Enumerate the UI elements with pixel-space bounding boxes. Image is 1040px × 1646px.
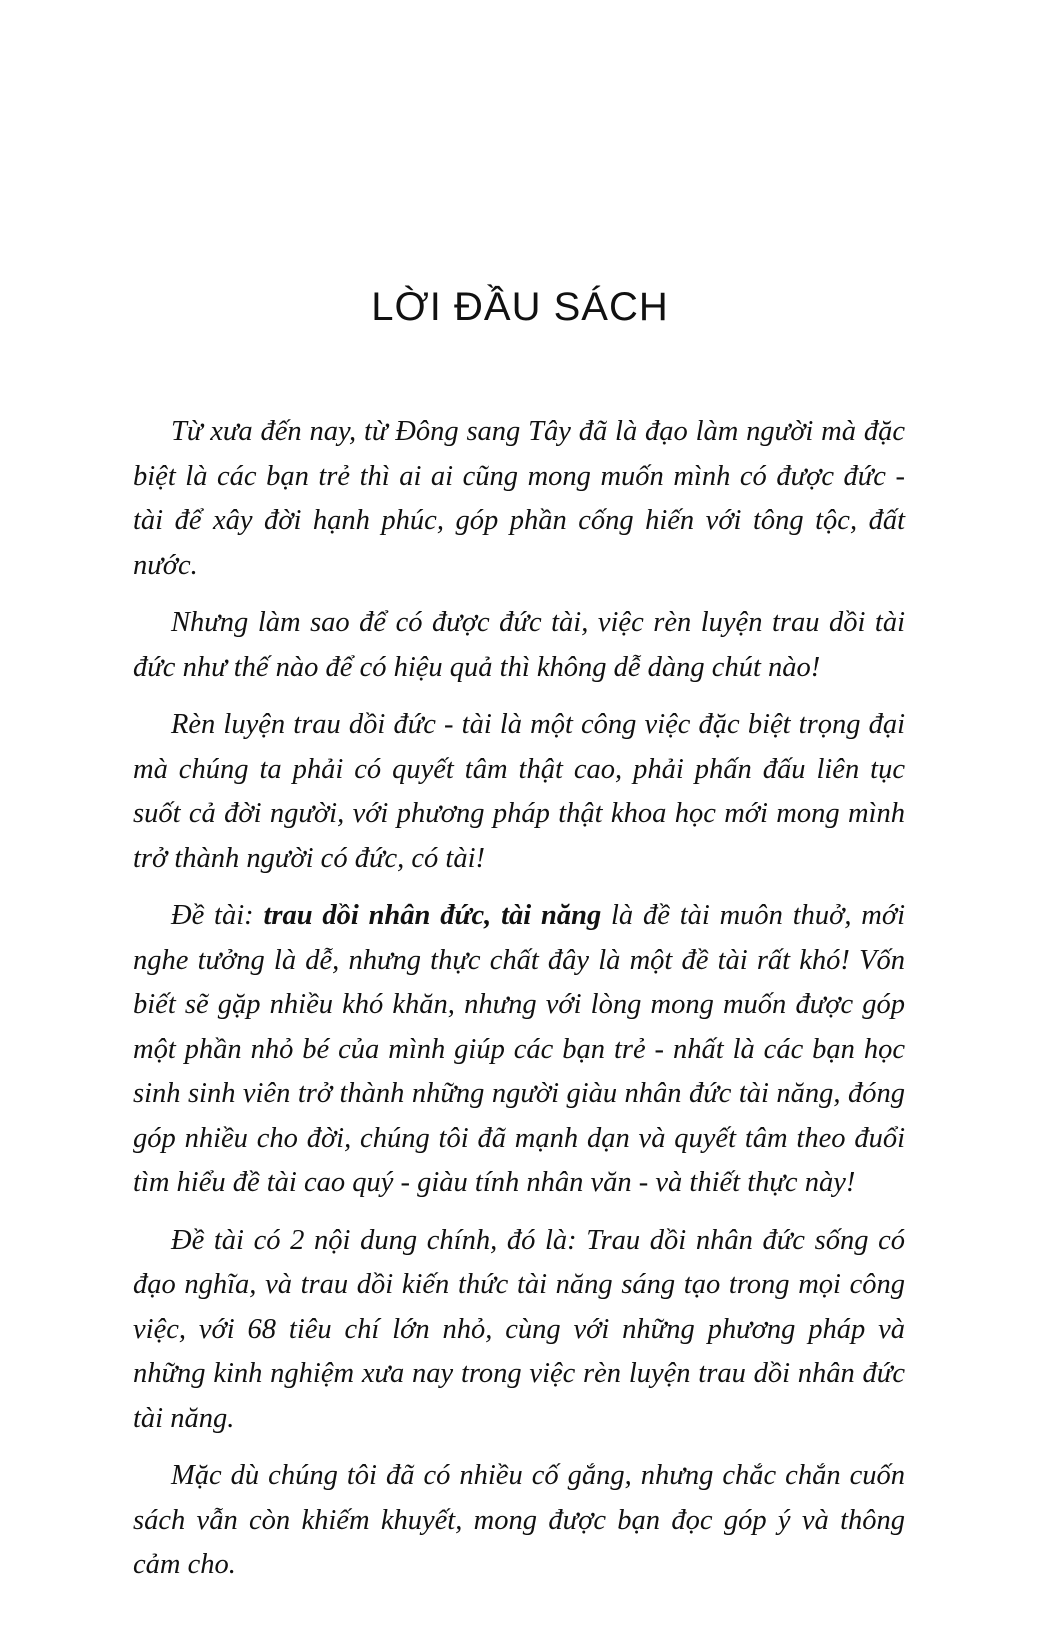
paragraph-4-bold-topic: trau dồi nhân đức, tài năng	[263, 900, 602, 931]
paragraph-4-suffix: là đề tài muôn thuở, mới nghe tưởng là dễ, nhưng thực chất đây là một đề tài rất khó! Vốn biết sẽ gặp nhiều khó khăn, nhưng với lòng mong muốn được góp một phần nhỏ bé của mình giúp các bạn trẻ - nhất là các bạn học sinh sinh viên trở thành những người giàu nhân đức tài năng, đóng góp nhiều cho đời, chúng tôi đã mạnh dạn và quyết tâm theo đuổi tìm hiểu đề tài cao quý - giàu tính nhân văn - và thiết thực này!	[133, 900, 906, 1198]
preface-body	[133, 410, 905, 1588]
paragraph-3: Rèn luyện trau dồi đức - tài là một công việc đặc biệt trọng đại mà chúng ta phải có quyết tâm thật cao, phải phấn đấu liên tục suốt cả đời người, với phương pháp thật khoa học mới mong mình trở thành người có đức, có tài!	[133, 709, 905, 874]
page-title: LỜI ĐẦU SÁCH	[371, 285, 669, 329]
paragraph-1: Từ xưa đến nay, từ Đông sang Tây đã là đạo làm người mà đặc biệt là các bạn trẻ thì ai ai cũng mong muốn mình có được đức - tài để xây đời hạnh phúc, góp phần cống hiến với tông tộc, đất nước.	[133, 416, 905, 581]
paragraph-2: Nhưng làm sao để có được đức tài, việc rèn luyện trau dồi tài đức như thế nào để có hiệu quả thì không dễ dàng chút nào!	[133, 607, 905, 683]
paragraph-4	[133, 894, 905, 1206]
paragraph-5: Đề tài có 2 nội dung chính, đó là: Trau dồi nhân đức sống có đạo nghĩa, và trau dồi kiến thức tài năng sáng tạo trong mọi công việc, với 68 tiêu chí lớn nhỏ, cùng với những phương pháp và những kinh nghiệm xưa nay trong việc rèn luyện trau dồi nhân đức tài năng.	[133, 1224, 905, 1434]
paragraph-6: Mặc dù chúng tôi đã có nhiều cố gắng, nhưng chắc chắn cuốn sách vẫn còn khiếm khuyết, mong được bạn đọc góp ý và thông cảm cho.	[133, 1460, 905, 1580]
paragraph-4-prefix: Đề tài:	[171, 900, 264, 931]
